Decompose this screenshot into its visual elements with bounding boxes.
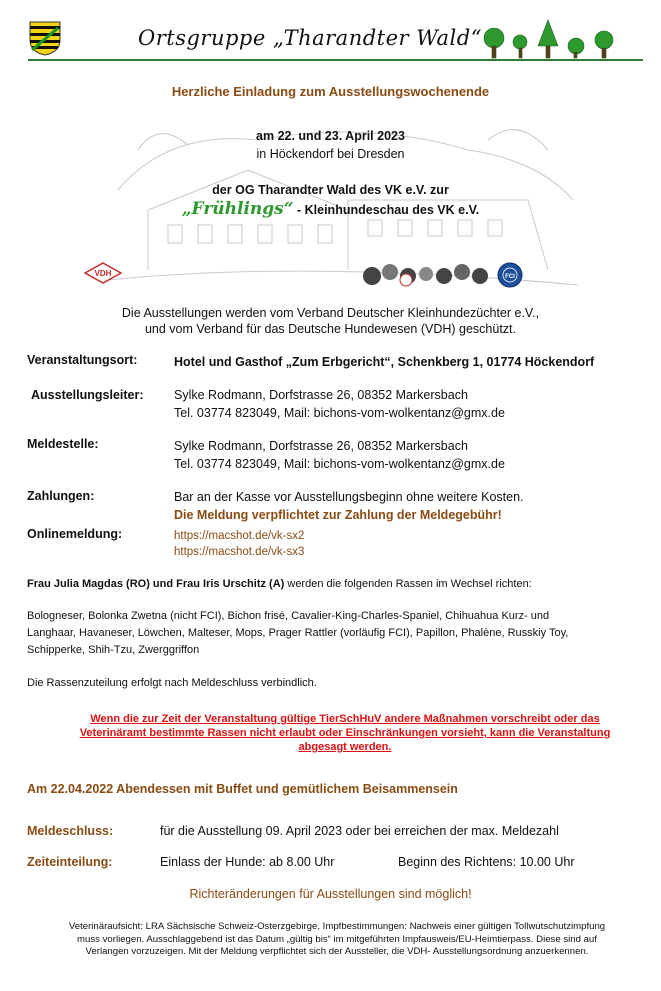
vdh-logo-icon: [84, 262, 122, 284]
footer-line-2: muss vorliegen. Ausschlaggebend ist das Datum „gültig bis“ im mitgeführten Impfausweis/EU-Heimtierpass. Diese sind auf: [77, 933, 597, 945]
online-link-1[interactable]: https://macshot.de/vk-sx2: [174, 530, 305, 542]
assignment-notice: Die Rassenzuteilung erfolgt nach Meldeschluss verbindlich.: [27, 677, 317, 689]
warning-line-2: Veterinäramt bestimmte Rassen nicht erlaubt oder Einschränkungen vorsieht, kann die Veranstaltung: [79, 727, 611, 739]
svg-text:VDH: VDH: [94, 269, 112, 278]
saxony-crest-icon: [28, 20, 62, 56]
fci-logo-icon: [497, 262, 523, 288]
online-links: [174, 528, 304, 560]
office-label: Meldestelle:: [27, 437, 99, 451]
deadline-label: Meldeschluss:: [27, 824, 114, 838]
online-label: Onlinemeldung:: [27, 527, 123, 541]
protection-line-1: Die Ausstellungen werden vom Verband Deutscher Kleinhundezüchter e.V.,: [121, 306, 540, 320]
online-link-2[interactable]: https://macshot.de/vk-sx3: [174, 546, 305, 558]
trees-icon: [480, 18, 620, 60]
office-address: Sylke Rodmann, Dorfstrasse 26, 08352 Markersbach: [174, 439, 468, 453]
invitation-heading: Herzliche Einladung zum Ausstellungswochenende: [171, 84, 490, 99]
event-place: in Höckendorf bei Dresden: [256, 147, 405, 161]
leader-value: [174, 386, 505, 422]
office-value: [174, 437, 505, 473]
show-name-highlight: „Frühlings“: [181, 199, 294, 219]
venue-label: Veranstaltungsort:: [27, 353, 138, 367]
venue-value: Hotel und Gasthof „Zum Erbgericht“, Schenkberg 1, 01774 Höckendorf: [174, 355, 595, 369]
schedule-label: Zeiteinteilung:: [27, 855, 113, 869]
schedule-entry: Einlass der Hunde: ab 8.00 Uhr: [160, 855, 335, 869]
office-contact: Tel. 03774 823049, Mail: bichons-vom-wolkentanz@gmx.de: [174, 457, 505, 471]
judges-text: werden die folgenden Rassen im Wechsel richten:: [284, 578, 532, 590]
event-date: am 22. und 23. April 2023: [256, 129, 405, 143]
payment-line-2: Die Meldung verpflichtet zur Zahlung der Meldegebühr!: [174, 508, 502, 522]
organizer-line: der OG Tharandter Wald des VK e.V. zur: [212, 183, 449, 197]
payment-value: [174, 488, 524, 524]
leader-address: Sylke Rodmann, Dorfstrasse 26, 08352 Markersbach: [174, 388, 468, 402]
footer-line-1: Veterinäraufsicht: LRA Sächsische Schweiz-Osterzgebirge, Impfbestimmungen: Nachweis einer gültigen Tollwutschutzimpfung: [68, 921, 606, 932]
leader-contact: Tel. 03774 823049, Mail: bichons-vom-wolkentanz@gmx.de: [174, 406, 505, 420]
schedule-judging: Beginn des Richtens: 10.00 Uhr: [398, 855, 575, 869]
payment-label: Zahlungen:: [27, 489, 95, 503]
payment-line-1: Bar an der Kasse vor Ausstellungsbeginn ohne weitere Kosten.: [174, 490, 524, 504]
dinner-notice: Am 22.04.2022 Abendessen mit Buffet und gemütlichem Beisammensein: [27, 782, 458, 796]
leader-label: Ausstellungsleiter:: [31, 388, 144, 402]
judges-names: Frau Julia Magdas (RO) und Frau Iris Urschitz (A): [27, 578, 285, 590]
svg-text:FCI: FCI: [505, 274, 515, 280]
protection-line-2: und vom Verband für das Deutsche Hundewesen (VDH) geschützt.: [144, 322, 517, 336]
show-name-rest: - Kleinhundeschau des VK e.V.: [297, 203, 480, 217]
show-name-line: [0, 199, 661, 219]
breeds-line-3: Schipperke, Shih-Tzu, Zwerggriffon: [27, 644, 200, 656]
judge-changes-notice: Richteränderungen für Ausstellungen sind möglich!: [189, 887, 472, 901]
judges-line: [27, 576, 632, 593]
warning-notice: [50, 712, 640, 754]
deadline-value: für die Ausstellung 09. April 2023 oder bei erreichen der max. Meldezahl: [160, 824, 559, 838]
breeds-list: [27, 608, 632, 659]
breeds-line-1: Bologneser, Bolonka Zwetna (nicht FCI), Bichon frisé, Cavalier-King-Charles-Spaniel, Chihuahua Kurz- und: [27, 610, 550, 622]
footer-line-3: Verlangen vorzuzeigen. Mit der Meldung verpflichtet sich der Aussteller, die VDH- Ausstellungsordnung anzuerkennen.: [85, 946, 589, 957]
page-title: Ortsgruppe „Tharandter Wald“: [138, 26, 482, 50]
header-divider: [28, 59, 643, 61]
footer-notice: [42, 921, 632, 959]
dogs-illustration-icon: [360, 254, 490, 290]
warning-line-3: abgesagt werden.: [298, 741, 392, 753]
warning-line-1: Wenn die zur Zeit der Veranstaltung gültige TierSchHuV andere Maßnahmen vorschreibt oder das: [90, 713, 600, 725]
breeds-line-2: Langhaar, Havaneser, Löwchen, Malteser, Mops, Prager Rattler (vorläufig FCI), Papillon, Phalène, Russkiy Toy,: [27, 627, 569, 639]
protection-notice: [0, 305, 661, 337]
